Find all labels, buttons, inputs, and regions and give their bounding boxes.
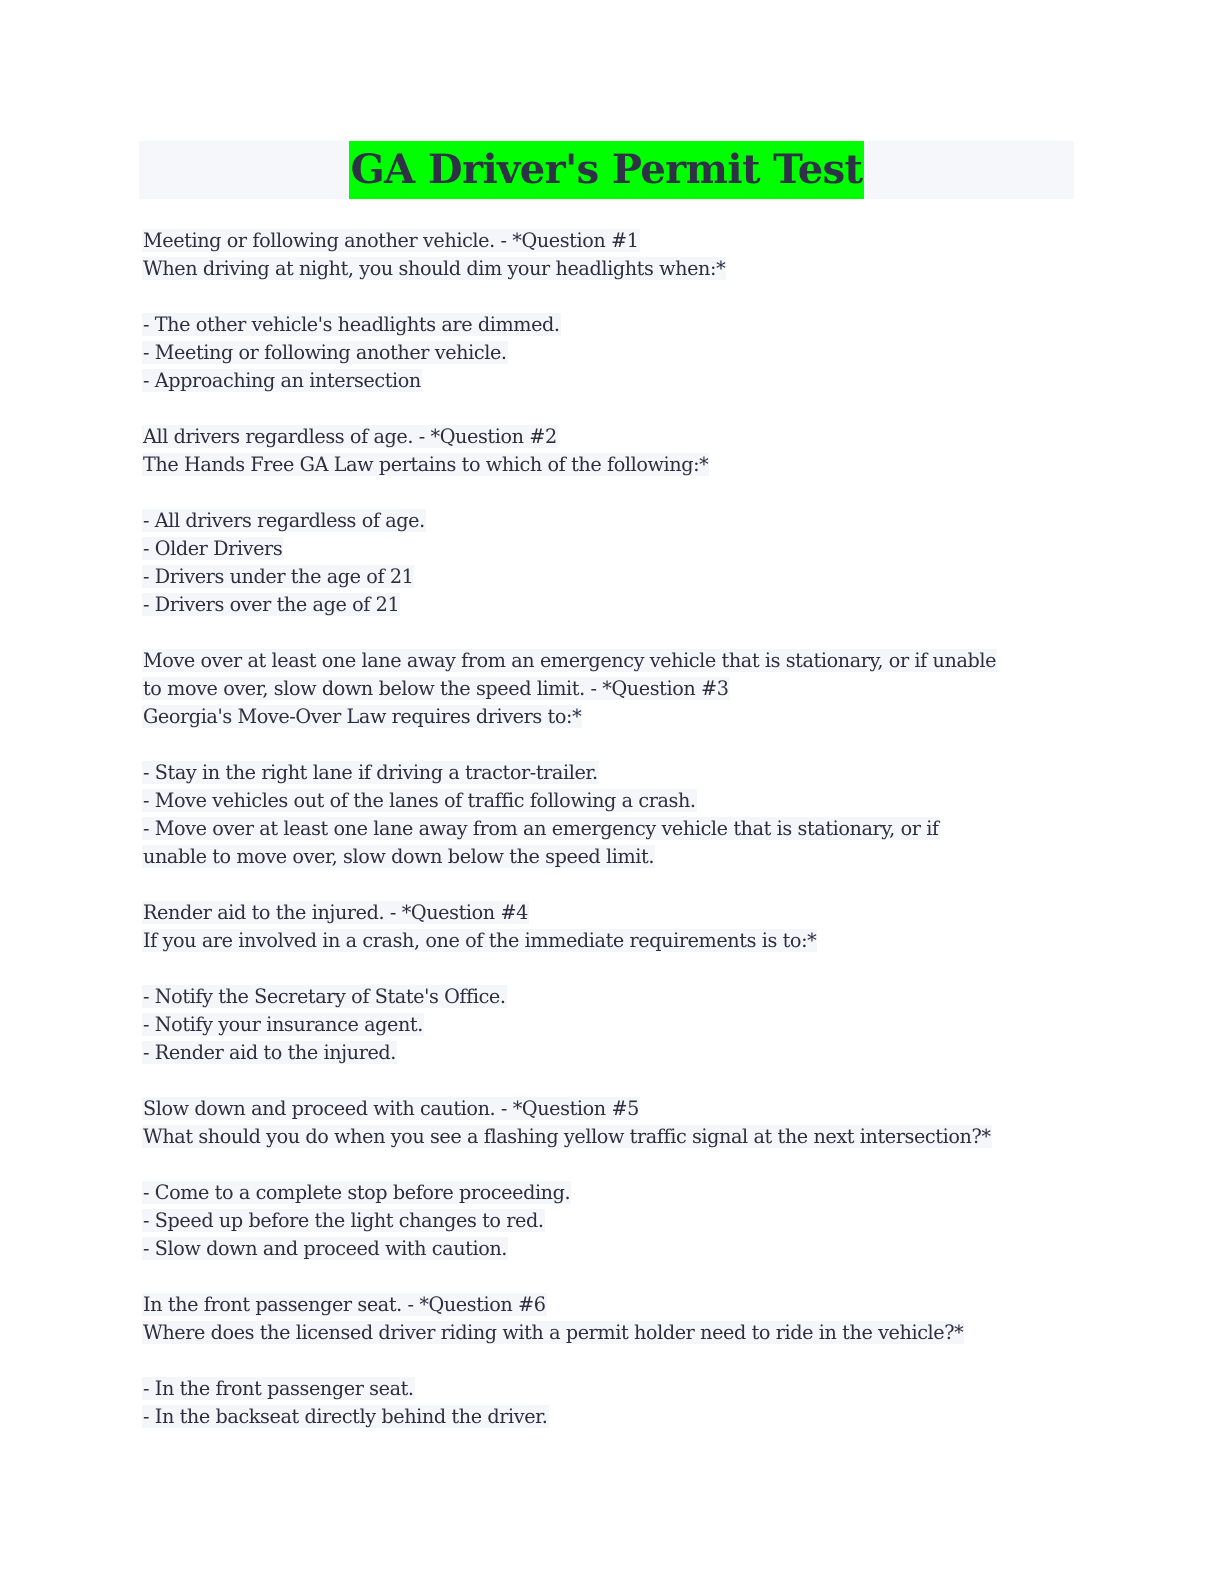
question-text: What should you do when you see a flashing yellow traffic signal at the next intersection?* bbox=[143, 1125, 991, 1148]
question-text: When driving at night, you should dim your headlights when:* bbox=[143, 257, 726, 280]
question-block bbox=[142, 423, 1082, 647]
answer-heading-line bbox=[142, 899, 1082, 927]
answer-option-line bbox=[142, 1039, 1082, 1067]
question-line bbox=[142, 255, 1082, 283]
answer-heading-line bbox=[142, 675, 1082, 703]
answer-heading-text: Move over at least one lane away from an emergency vehicle that is stationary, or if unable bbox=[143, 649, 997, 672]
answer-option-text: - Speed up before the light changes to red. bbox=[143, 1209, 544, 1232]
spacer bbox=[142, 479, 1082, 507]
answer-option-text: - The other vehicle's headlights are dimmed. bbox=[143, 313, 560, 336]
answer-option-text: - Slow down and proceed with caution. bbox=[143, 1237, 508, 1260]
answer-option-text: - Move vehicles out of the lanes of traffic following a crash. bbox=[143, 789, 696, 812]
question-block bbox=[142, 227, 1082, 423]
answer-heading-text: Slow down and proceed with caution. - *Question #5 bbox=[143, 1097, 639, 1120]
answer-heading-line bbox=[142, 1095, 1082, 1123]
spacer bbox=[142, 1347, 1082, 1375]
spacer bbox=[142, 1263, 1082, 1291]
answer-heading-text: Render aid to the injured. - *Question #4 bbox=[143, 901, 528, 924]
spacer bbox=[142, 955, 1082, 983]
answer-heading-text: All drivers regardless of age. - *Question #2 bbox=[143, 425, 557, 448]
answer-option-text: - Approaching an intersection bbox=[143, 369, 421, 392]
page-title: GA Driver's Permit Test bbox=[349, 141, 865, 199]
answer-option-line bbox=[142, 339, 1082, 367]
question-line bbox=[142, 927, 1082, 955]
answer-option-line bbox=[142, 311, 1082, 339]
question-line bbox=[142, 703, 1082, 731]
answer-heading-line bbox=[142, 227, 1082, 255]
answer-option-line bbox=[142, 1403, 1082, 1431]
spacer bbox=[142, 1067, 1082, 1095]
question-text: The Hands Free GA Law pertains to which of the following:* bbox=[143, 453, 709, 476]
answer-heading-text: Meeting or following another vehicle. - *Question #1 bbox=[143, 229, 639, 252]
answer-option-line bbox=[142, 367, 1082, 395]
answer-option-line bbox=[142, 983, 1082, 1011]
answer-option-text: unable to move over, slow down below the speed limit. bbox=[143, 845, 655, 868]
question-text: Where does the licensed driver riding with a permit holder need to ride in the vehicle?* bbox=[143, 1321, 964, 1344]
spacer bbox=[142, 283, 1082, 311]
answer-option-text: - Older Drivers bbox=[143, 537, 283, 560]
question-text: Georgia's Move-Over Law requires drivers to:* bbox=[143, 705, 582, 728]
answer-option-text: - Render aid to the injured. bbox=[143, 1041, 397, 1064]
question-block bbox=[142, 899, 1082, 1095]
answer-option-text: - Stay in the right lane if driving a tractor-trailer. bbox=[143, 761, 598, 784]
answer-option-text: - In the front passenger seat. bbox=[143, 1377, 414, 1400]
answer-option-text: - Drivers over the age of 21 bbox=[143, 593, 400, 616]
answer-option-line bbox=[142, 843, 1082, 871]
answer-option-line bbox=[142, 1179, 1082, 1207]
answer-option-line bbox=[142, 1207, 1082, 1235]
answer-heading-text: to move over, slow down below the speed limit. - *Question #3 bbox=[143, 677, 729, 700]
question-line bbox=[142, 1123, 1082, 1151]
question-line bbox=[142, 1319, 1082, 1347]
title-bar bbox=[139, 141, 1074, 199]
answer-heading-line bbox=[142, 423, 1082, 451]
answer-option-line bbox=[142, 1375, 1082, 1403]
question-list bbox=[142, 227, 1082, 1431]
answer-option-text: - All drivers regardless of age. bbox=[143, 509, 425, 532]
answer-heading-line bbox=[142, 647, 1082, 675]
answer-option-line bbox=[142, 759, 1082, 787]
answer-option-line bbox=[142, 591, 1082, 619]
spacer bbox=[142, 731, 1082, 759]
answer-option-line bbox=[142, 1011, 1082, 1039]
answer-option-text: - Come to a complete stop before proceeding. bbox=[143, 1181, 571, 1204]
question-text: If you are involved in a crash, one of the immediate requirements is to:* bbox=[143, 929, 817, 952]
answer-option-line bbox=[142, 563, 1082, 591]
answer-option-text: - Drivers under the age of 21 bbox=[143, 565, 414, 588]
answer-option-text: - In the backseat directly behind the driver. bbox=[143, 1405, 548, 1428]
spacer bbox=[142, 395, 1082, 423]
answer-heading-text: In the front passenger seat. - *Question #6 bbox=[143, 1293, 546, 1316]
answer-option-line bbox=[142, 1235, 1082, 1263]
answer-option-line bbox=[142, 535, 1082, 563]
answer-option-text: - Meeting or following another vehicle. bbox=[143, 341, 507, 364]
answer-option-text: - Notify the Secretary of State's Office. bbox=[143, 985, 506, 1008]
question-block bbox=[142, 647, 1082, 899]
answer-option-text: - Notify your insurance agent. bbox=[143, 1013, 423, 1036]
answer-option-text: - Move over at least one lane away from an emergency vehicle that is stationary, or if bbox=[143, 817, 939, 840]
answer-option-line bbox=[142, 815, 1082, 843]
answer-option-line bbox=[142, 787, 1082, 815]
answer-heading-line bbox=[142, 1291, 1082, 1319]
question-block bbox=[142, 1291, 1082, 1431]
answer-option-line bbox=[142, 507, 1082, 535]
question-line bbox=[142, 451, 1082, 479]
question-block bbox=[142, 1095, 1082, 1291]
spacer bbox=[142, 619, 1082, 647]
spacer bbox=[142, 871, 1082, 899]
spacer bbox=[142, 1151, 1082, 1179]
